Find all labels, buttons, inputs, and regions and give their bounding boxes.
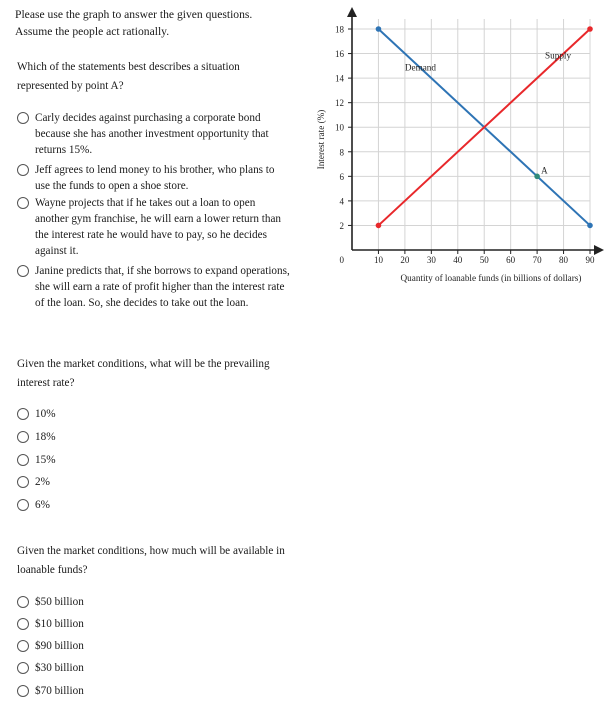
question-3-option-4[interactable]: $30 billion	[17, 660, 84, 676]
y-tick-label: 18	[335, 24, 344, 35]
question-3-option-5[interactable]: $70 billion	[17, 683, 84, 699]
question-2-option-3[interactable]: 15%	[17, 452, 56, 468]
question-2-option-4[interactable]: 2%	[17, 474, 50, 490]
question-1-option-3[interactable]: Wayne projects that if he takes out a loan to open another gym franchise, he will earn a lower return than the interest rate he would have to pay, so he decides against it.	[17, 195, 290, 259]
radio-button[interactable]	[17, 197, 29, 209]
radio-button[interactable]	[17, 408, 29, 420]
x-tick-label: 60	[506, 255, 516, 265]
radio-button[interactable]	[17, 476, 29, 488]
question-3-option-1[interactable]: $50 billion	[17, 594, 84, 610]
radio-button[interactable]	[17, 618, 29, 630]
question-2-option-2[interactable]: 18%	[17, 429, 56, 445]
x-tick-label: 80	[559, 255, 569, 265]
radio-button[interactable]	[17, 164, 29, 176]
y-tick-label: 8	[339, 147, 344, 158]
question-3-option-2[interactable]: $10 billion	[17, 616, 84, 632]
question-2-option-1[interactable]: 10%	[17, 406, 56, 422]
instructions-line-1: Please use the graph to answer the given questions.	[15, 8, 253, 21]
question-3-option-3[interactable]: $90 billion	[17, 638, 84, 654]
y-tick-label: 14	[335, 73, 344, 84]
demand-label: Demand	[404, 62, 437, 73]
y-tick-label: 10	[335, 122, 344, 133]
instructions	[15, 6, 295, 40]
x-tick-label: 20	[400, 255, 410, 265]
x-tick-label: 30	[426, 255, 436, 265]
radio-button[interactable]	[17, 662, 29, 674]
x-tick-label: 90	[585, 255, 595, 265]
supply-endpoint	[376, 223, 382, 229]
x-tick-label: 40	[453, 255, 463, 265]
supply-label: Supply	[545, 50, 572, 61]
radio-button[interactable]	[17, 596, 29, 608]
question-1-prompt: Which of the statements best describes a situation represented by point A?	[17, 61, 240, 92]
loanable-funds-chart	[300, 0, 608, 300]
question-3-prompt: Given the market conditions, how much will be available in loanable funds?	[17, 545, 285, 576]
y-tick-label: 2	[339, 220, 344, 231]
radio-button[interactable]	[17, 685, 29, 697]
x-axis-arrow	[594, 245, 604, 255]
origin-label: 0	[339, 255, 344, 265]
question-1-option-1[interactable]: Carly decides against purchasing a corporate bond because she has another investment opportunity that returns 15%.	[17, 110, 290, 158]
radio-button[interactable]	[17, 431, 29, 443]
demand-endpoint	[587, 223, 593, 229]
y-tick-label: 6	[339, 171, 344, 182]
x-tick-label: 50	[479, 255, 489, 265]
x-tick-label: 10	[373, 255, 383, 265]
y-tick-label: 4	[339, 196, 344, 207]
radio-button[interactable]	[17, 499, 29, 511]
y-tick-label: 16	[335, 49, 344, 60]
x-axis-title: Quantity of loanable funds (in billions of dollars)	[400, 273, 582, 283]
x-tick-label: 70	[532, 255, 542, 265]
y-tick-label: 12	[335, 98, 344, 109]
point-a-marker	[534, 174, 540, 180]
point-a-label: A	[541, 165, 548, 176]
y-axis-title: Interest rate (%)	[316, 109, 326, 170]
radio-button[interactable]	[17, 640, 29, 652]
question-1-option-2[interactable]: Jeff agrees to lend money to his brother, who plans to use the funds to open a shoe store.	[17, 162, 290, 194]
demand-endpoint	[376, 26, 382, 32]
question-1-option-4[interactable]: Janine predicts that, if she borrows to expand operations, she will earn a rate of profit higher than the interest rate of the loan. So, she decides to take out the loan.	[17, 263, 290, 311]
radio-button[interactable]	[17, 265, 29, 277]
y-axis-arrow	[347, 7, 357, 17]
instructions-line-2: Assume the people act rationally.	[15, 25, 170, 38]
question-2-option-5[interactable]: 6%	[17, 497, 50, 513]
question-2-prompt: Given the market conditions, what will be the prevailing interest rate?	[17, 358, 270, 389]
radio-button[interactable]	[17, 454, 29, 466]
supply-endpoint	[587, 26, 593, 32]
radio-button[interactable]	[17, 112, 29, 124]
